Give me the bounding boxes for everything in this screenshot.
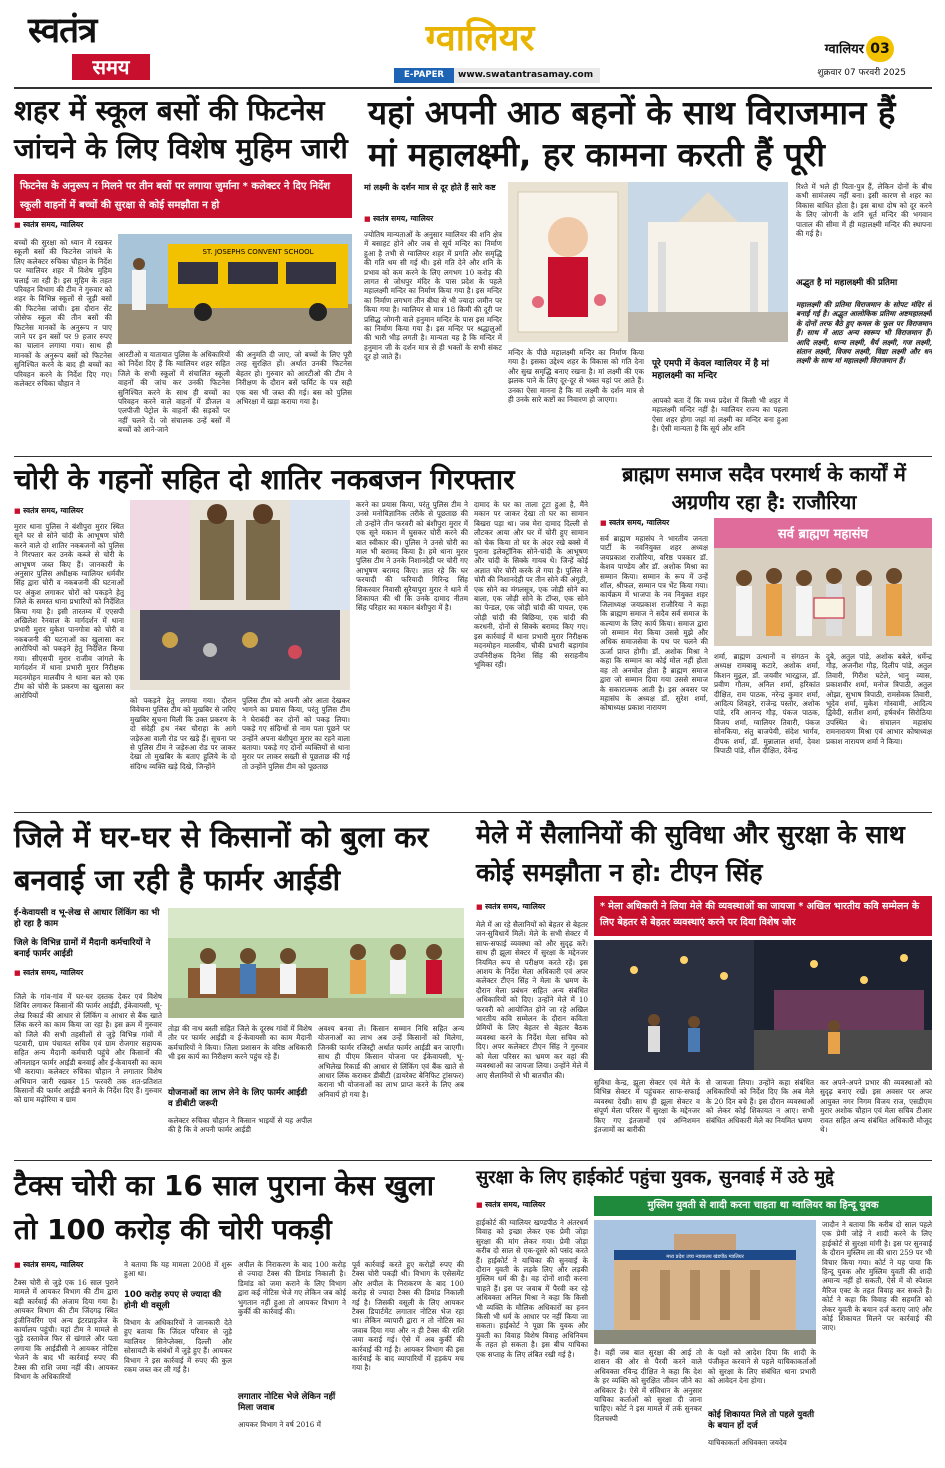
page-number: 03 [866, 36, 894, 62]
story-col1: सर्व ब्राह्मण महासंघ ने भारतीय जनता पार्टी के नवनियुक्त शहर अध्यक्ष जयप्रकाश राजौरिया, वरिष्ठ पत्रकार डॉ. केशव पाण्डेय और डॉ. अशोक मिश्रा का सम्मान किया। सम्मान के रूप में उन्हें शॉल, श्रीफल, सम्मान पत्र भेंट किया गया। कार्यक्रम में भाजपा के नव नियुक्त शहर जिलाध्यक्ष जयप्रकाश राजौरिया ने कहा कि ब्राह्मण समाज ने सदैव सर्व समाज के कल्याण के लिए कार्य किया। समाज द्वारा जो सम्मान मेरा किया उससे मुझे और अधिक समाजसेवा के पथ पर चलने की ऊर्जा प्राप्त होगी। डॉ. अशोक मिश्रा ने कहा कि सम्मान का कोई मोल नहीं होता वह तो अनमोल होता है ब्राह्मण समाज द्वारा जो सम्मान दिया गया उससे समाज के सकारात्मक आती है। इस अवसर पर महासंघ के अध्यक्ष डॉ. सुरेश शर्मा, कोषाध्यक्ष प्रकाश नारायण [600, 534, 708, 713]
story-col3: से जायजा लिया। उन्होंने कहा संबंधित अधिकारियों को निर्देश दिए कि अब मेले के 20 दिन बचे हैं। इस दौरान व्यवस्थाओं को लेकर कोई शिकायत न आए। सभी संबंधित अधिकारी मेले का नियमित भ्रमण [706, 1078, 814, 1125]
temple-photo [508, 182, 788, 342]
subhead-schemes: योजनाओं का लाभ लेने के लिए फार्मर आईडी व डीबीटी जरूरी [168, 1088, 308, 1109]
story-col3: पुलिस टीम को अपनी ओर आता देखकर भागने का प्रयास किया, परंतु पुलिस टीम ने घेराबंदी कर दोनों को पकड़ लिया। पकड़े गए संदिग्धों से नाम पता पूछने पर उन्होंने अपना बंशीपुरा मुरार का रहने वाला बताया। पकड़े गए दोनों व्यक्तियों से थाना मुरार पर लाकर सख्ती से पूछताछ की गई तो उन्होंने पुलिस टीम को पूछताछ [242, 696, 350, 771]
story-col3: अवश्य बनवा लें। किसान सम्मान निधि सहित अन्य योजनाओं का लाभ अब उन्हें किसानों को मिलेगा, जिनकी फार्मर रजिस्ट्री अर्थात फार्मर आईडी बन जाएगी। साथ ही पीएम किसान योजना पर ईकेवायसी, भू-अभिलेख रिकार्ड की आधार से लिंकिंग एवं बैंक खाते से आधार लिंक कराकर डीबीटी (डायरेक्ट बेनिफिट ट्रांसफर) कराना भी योजनाओं का लाभ प्राप्त करने के लिए अब अनिवार्य हो गया है। [318, 1024, 464, 1099]
arrest-photo [130, 500, 350, 690]
logo-bottom-badge [72, 54, 150, 80]
epaper-label: E-PAPER [394, 68, 454, 83]
court-sign-text: मध्य प्रदेश उच्च न्यायालय खंडपीठ ग्वालियर [666, 1254, 744, 1260]
subhead-pratima: अद्भुत है मां महालक्ष्मी की प्रतिमा [796, 278, 898, 288]
photo-caption: पूरे एमपी में केवल ग्वालियर में है मां महालक्ष्मी का मन्दिर [652, 359, 770, 381]
bus-text: ST. JOSEPHS CONVENT SCHOOL [202, 248, 314, 256]
story-farmer-id [14, 816, 464, 1156]
story-theft-arrest [14, 460, 588, 808]
deck: फिटनेस के अनुरूप न मिलने पर तीन बसों पर लगाया जुर्माना * कलेक्टर ने दिए निर्देश स्कूली वाहनों में बच्चों की सुरक्षा से कोई समझौता न हो [14, 174, 352, 218]
subhead-villages: जिले के विभिन्न ग्रामों में मैदानी कर्मचारियों ने बनाई फार्मर आईडी [14, 938, 151, 959]
byline: ■ स्वतंत्र समय, ग्वालियर [476, 902, 586, 914]
story-col4: करने का प्रयास किया, परंतु पुलिस टीम ने उनसे मनोविज्ञानिक तरीके से पूछताछ की तो उन्होंने तीन फरवरी को बंशीपुरा मुरार में एक सूने मकान में घुसकर चोरी करने की बात स्वीकार की। पुलिस ने उनसे चोरी का माल भी बरामद किया है। हमे थाना मुरार पुलिस टीम ने उनके निशानदेही पर चोरी गए आभूषण बरामद किए। ज्ञात रहे कि घर फरयादी की फरियादी गिरिन्द्र सिंह सिकरवार निवासी सुरैयापुरा मुरार ने थाने में शिकायत की थी कि उनके दामाद नीतम सिंह परिहार का मकान बंशीपुरा में है। [356, 500, 468, 613]
row-rule-3 [14, 1160, 932, 1161]
felicitation-photo [714, 518, 932, 646]
story-col1: हाईकोर्ट की ग्वालियर खण्डपीठ ने अंतरधर्म विवाह को इच्छा लेकर एक प्रेमी जोड़ा सुरक्षा की मांग लेकर गया। प्रेमी जोड़ा करीब दो साल से एक-दूसरे को पसंद करते हैं। हाईकोर्ट ने याचिका की सुनवाई के दौरान युवती के लड़के लिए और लड़की मुस्लिम धर्म की है। वह दोनों शादी करना चाहते हैं। इस पर जवाब में पैरवी कर रहे अधिवक्ता अनिल मिश्रा ने कहा कि किसी भी व्यक्ति के मौलिक अधिकारों का हनन किसी भी धर्म के आधार पर नहीं किया जा सकता। हाईकोर्ट ने पूछा कि युवक और युवती का विवाह विशेष विवाह अधिनियम के तहत हो सकता है। इस बीच याचिका एक सप्ताह के लिए लंबित रखी गई है। [476, 1218, 588, 1359]
story-col2-body: विभाग के अधिकारियों ने जानकारी देते हुए बताया कि जिंदल परिवार से जुड़े ग्वालियर सिनेप्लेक्स, दिल्ली और सोसायटी के संबंधों में जुड़े हुए हैं। आयकर विभाग ने इस कार्रवाई में रुपए की कुल रकम जब्त कर ली गई है। [124, 1318, 232, 1375]
story-tax-evasion [14, 1164, 464, 1464]
headline: टैक्स चोरी का 16 साल पुराना केस खुला तो 100 करोड़ की चोरी पकड़ी [14, 1169, 434, 1246]
story-col3: आपको बता दें कि मध्य प्रदेश में किसी भी शहर में महालक्ष्मी मन्दिर नहीं है। ग्वालियर राज्य का पहला ऐसा शहर होगा जहां मां लक्ष्मी का मन्दिर बना हुआ है। ऐसी मान्यता है कि सूर्य और शनि [652, 396, 788, 434]
deck: * मेला अधिकारी ने लिया मेले की व्यवस्थाओं का जायजा * अखिल भारतीय कवि सम्मेलन के लिए बेहतर से बेहतर व्यवस्थाएं करने पर दिया विशेष जोर [594, 896, 932, 936]
masthead-rule [14, 87, 932, 89]
story-school-bus [14, 92, 352, 452]
story-col5: दामाद के घर का ताला टूटा हुआ है, मैंने मकान पर जाकर देखा तो घर का सामान बिखरा पड़ा था। जब मेरा दामाद दिल्ली से लौटकर आया और घर में चोरी हुए सामान को चेक किया तो घर के अंदर रखे बक्से में पुराना इलेक्ट्रॉनिक सोने-चांदी के आभूषण और चांदी के सिक्के गायब थे। जिन्हें कोई अज्ञात चोर चोरी करके ले गया है। पुलिस ने चोरी की निशानदेही पर तीन सोने की अंगूठी, एक सोने का मंगलसूत्र, एक जोड़ी सोने का बाला, एक जोड़ी सोने के टॉप्स, एक सोने का पेन्डल, एक जोड़ी चांदी की पायल, एक जोड़ी चांदी की बिछिया, एक चांदी की करधनी, दोनों से सिक्के बरामद किए गए। इस कार्रवाई में थाना प्रभारी मुरार निरीक्षक मदनमोहन मालवीय, चौकी प्रभारी बड़ागांव उपनिरीक्षक दिनेश सिंह की सराहनीय भूमिका रही। [474, 500, 588, 669]
row-rule-1 [14, 456, 932, 457]
subhead-notice: लगातार नोटिस भेजे लेकिन नहीं मिला जवाब [238, 1392, 336, 1413]
byline: ■ स्वतंत्र समय, ग्वालियर [14, 506, 124, 518]
story-col2b: कलेक्टर रुचिका चौहान ने किसान भाइयों से यह अपील की है कि वे अपनी फार्मर आईडी [168, 1116, 312, 1135]
subhead-recovery: 100 करोड़ रुपए से ज्यादा की होनी थी वसूली [124, 1290, 222, 1311]
felicitation-image [714, 518, 932, 646]
byline: ■ स्वतंत्र समय, ग्वालियर [600, 518, 710, 530]
headline: मेले में सैलानियों की सुविधा और सुरक्षा के साथ कोई समझौता न हो: टीएन सिंह [476, 820, 905, 887]
story-col3: अपील के निराकरण के बाद 100 करोड़ से ज्यादा टैक्स की डिमांड निकाली है। डिमांड को जमा कराने के लिए विभाग द्वारा कई नोटिस भेजे गए लेकिन जब कोई भुगतान नहीं हुआ तो आयकर विभाग ने कुर्की की कार्रवाई की। [238, 1260, 346, 1317]
byline: ■ स्वतंत्र समय, ग्वालियर [14, 968, 162, 980]
story-col2: सुविधा केन्द्र, झूला सेक्टर एवं मेले के विभिन्न सेक्टर में पहुंचकर साफ-सफाई व्यवस्था देखी। साथ ही झूला सेक्टर व संपूर्ण मेला परिसर में सुरक्षा के मद्देनजर किए गए इंतजामों एवं अग्निशमन इंतजामों का बारीकी [594, 1078, 700, 1135]
epaper-bar [394, 68, 600, 83]
headline: जिले में घर-घर से किसानों को बुला कर बनवाई जा रही है फार्मर आईडी [14, 820, 429, 897]
banner-text: सर्व ब्राह्मण महासंघ [777, 527, 869, 542]
website-url[interactable]: www.swatantrasamay.com [458, 70, 594, 80]
fair-photo [594, 940, 932, 1070]
edition-title: ग्वालियर [425, 18, 535, 59]
story-col3: की अनुमति दी जाए, जो बच्चों के लिए पूरी तरह सुरक्षित हों। अर्थात उनकी फिटनेस बेहतर हो। गुरुवार को आरटीओ की टीम ने निरीक्षण के दौरान बसें फर्मिट के पत्र सही एक बस भी जब्त की गई। बस को पुलिस अभिरक्षा में खड़ा कराया गया है। [236, 350, 352, 407]
farmer-camp-image [168, 908, 464, 1018]
story-col2: तोड़ा की नाथ बस्ती सहित जिले के दूरस्थ गांवों में विशेष तौर पर फार्मर आईडी व ई-केवायसी का काम मैदानी कर्मचारियों ने किया। जिला प्रशासन के वरिष्ठ अधिकारी भी इस कार्य का निरीक्षण करने पहुंच रहे हैं। [168, 1024, 312, 1062]
byline: ■ स्वतंत्र समय, ग्वालियर [14, 1260, 118, 1272]
story-fair-safety [476, 816, 932, 1156]
masthead [0, 0, 945, 88]
story-col4: कर अपने-अपने प्रभार की व्यवस्थाओं को सुदृढ़ बनाए रखें। इस अवसर पर अपर आयुक्त नगर निगम विजय राज, एसडीएम मुरार अशोक चौहान एवं मेला सचिव टीआर रावत सहित अन्य संबंधित अधिकारी मौजूद थे। [820, 1078, 932, 1135]
story-col1: जिले के गांव-गांव में घर-घर दस्तक देकर एवं विशेष शिविर लगाकर किसानों की फार्मर आईडी, ईकेवायसी, भू-लेख रिकार्ड की आधार से लिंकिंग व आधार से बैंक खाते लिंक करने का काम किया जा रहा है। इस क्रम में गुरुवार को जिले की सभी तहसीलों से जुड़े विभिन्न गांवों में पटवारी, ग्राम पंचायत सचिव एवं ग्राम रोजगार सहायक सहित अन्य मैदानी कर्मचारी पहुंचे और किसानों की ऑनलाइन फार्मर आईडी बनवाई और ई-केवायसी का काम भी कराया। कलेक्टर रुचिका चौहान ने लगातार विशेष अभियान जारी रखकर 15 फरवरी तक शत-प्रतिशत किसानों की फार्मर आईडी बनाने के निर्देश दिए हैं। गुरुवार को ग्राम मढ़ोरिया व ग्राम [14, 992, 162, 1105]
story-col4: पूर्व कार्रवाई करते हुए करोड़ों रुपए की टैक्स चोरी पकड़ी थी। विभाग के एसेसमेंट और अपील के निराकरण के बाद 100 करोड़ से ज्यादा टैक्स की डिमांड निकाली गई है। जिसकी वसूली के लिए आयकर टैक्स डिपार्टमेंट लगातार नोटिस भेज रहा था। लेकिन व्यापारी द्वारा न तो नोटिस का जवाब दिया गया और न ही टैक्स की राशि जमा कराई गई। ऐसे में अब कुर्की की कार्रवाई की गई है। आयकर विभाग की इस कार्रवाई के बाद व्यापारियों में हड़कंप मच गया है। [352, 1260, 464, 1373]
arrest-image [130, 500, 350, 690]
story-high-court [476, 1164, 932, 1464]
story-col2: है। वहीं जब बात सुरक्षा की आई तो शासन की ओर से पैरवी करने वाले अधिवक्ता रविन्द्र दीक्षित ने कहा कि देश के हर व्यक्ति को सुरक्षित जीवन जीने का अधिकार है। ऐसे में संविधान के अनुसार याचिका कर्ताओं को सुरक्षा दी जाना चाहिए। कोर्ट ने इस मामले में तर्क सुनकर दिलचस्पी [594, 1348, 702, 1423]
page-city: ग्वालियर [824, 42, 864, 57]
story-col2: आरटीओ व यातायात पुलिस के अधिकारियों को निर्देश दिए हैं कि ग्वालियर शहर सहित जिले के सभी स्कूलों में संचालित स्कूली वाहनों की जांच कर उनकी फिटनेस सुनिश्चित करने के साथ ही बच्चों का परिवहन करने वाले वाहनों में डीजल व एलपीजी पेट्रोल के वाहनों की सड़कों पर नहीं चलने दें। जो संचालक उन्हें बसों में बच्चों को आने-जाने [118, 350, 230, 435]
story-col1: मेले में आ रहे सैलानियों को बेहतर से बेहतर जन-सुविधायें मिलें। मेले के सभी सेक्टर में साफ-सफाई व्यवस्था को और सुदृढ़ करें। साथ ही झूला सेक्टर में सुरक्षा के मद्देनजर नियमित रूप से परीक्षण करते रहें। इस आशय के निर्देश मेला अधिकारी एवं अपर कलेक्टर टीएन सिंह ने मेला के भ्रमण के दौरान मेला प्रबंधन सहित अन्य संबंधित अधिकारियों को दिए। उन्होंने मेले में 10 फरवरी को आयोजित होने जा रहे अखिल भारतीय कवि सम्मेलन के दौरान कविता प्रेमियों के लिए बेहतर से बेहतर बैठक व्यवस्था करने के निर्देश मेला सचिव को दिए। अपर कलेक्टर टीएन सिंह ने गुरुवार को मेला परिसर का भ्रमण कर वहां की व्यवस्थाओं का जायजा लिया। उन्होंने मेले में आए सैलानियों से भी बातचीत की। [476, 920, 588, 1080]
high-court-photo [594, 1220, 816, 1344]
headline: सुरक्षा के लिए हाईकोर्ट पहुंचा युवक, सुनवाई में उठे मुद्दे [476, 1167, 834, 1188]
logo-top-text: स्वतंत्र [28, 11, 97, 51]
story-col1: टैक्स चोरी से जुड़े एक 16 साल पुराने मामले में आयकर विभाग की टीम द्वारा बड़ी कार्रवाई की अंजाम दिया गया है। आयकर विभाग की टीम जिंदगढ़ स्थित इंजीनियरिंग एवं अन्य इंटरप्राइजेज के कार्यालय पहुंची। यहां टीम ने मामले से जुड़े दस्तावेज फिर से खंगाले और पता लगाया कि आईडीसी ने आयकर नोटिस भेजने के बाद भी कार्रवाई रुपए की टैक्स की राशि जमा नहीं की। आयकर विभाग के अधिकारियों [14, 1278, 118, 1382]
school-bus-photo [118, 234, 352, 344]
headline: यहां अपनी आठ बहनों के साथ विराजमान हैं मां महालक्ष्मी, हर कामना करती हैं पूरी [368, 93, 896, 174]
subhead-ekyc: ई-केवायसी व भू-लेख से आधार लिंकिंग का भी हो रहा है काम [14, 908, 160, 929]
story-col3: के पक्षों को आदेश दिया कि शादी के पंजीकृत करवाने से पहले याचिकाकर्ताओं को सुरक्षा के लिए संबंधित थाना प्रभारी को आवेदन देना होगा। [708, 1348, 816, 1386]
story-col3-body: याचिकाकर्ता अधिवक्ता जयदेव [708, 1438, 787, 1447]
story-col2: मन्दिर के पीछे महालक्ष्मी मन्दिर का निर्माण किया गया है। इसका उद्देश्य शहर के विकास को गति देना और सुख समृद्धि बनाए रखना है। मां लक्ष्मी की एक झलक पाने के लिए दूर-दूर से भक्त यहां पर आते हैं। उनका ऐसा मानना है कि मां लक्ष्मी के दर्शन मात्र से ही उनके सारे कष्टों का निवारण हो जाएगा। [508, 348, 644, 405]
story-col4-body: महालक्ष्मी की प्रतिमा विराजमान के सोपट मंदिर से बनाई गई है। अद्भुत आलोकिक प्रतिमा अष्टमहालक्ष्मी के दोनों तरफ बैठे हुए कमल के फूल पर विराजमान हैं। साथ में आठ अन्य स्वरूप भी विराजमान हैं। आदि लक्ष्मी, धान्य लक्ष्मी, धैर्य लक्ष्मी, गज लक्ष्मी, संतान लक्ष्मी, विजय लक्ष्मी, विद्या लक्ष्मी और धन लक्ष्मी के साथ मां महालक्ष्मी विराजमान हैं। [796, 300, 932, 366]
farmer-camp-photo [168, 908, 464, 1018]
byline: ■ स्वतंत्र समय, ग्वालियर [476, 1200, 588, 1212]
logo [28, 10, 158, 84]
story-col1: मुरार थाना पुलिस ने बंशीपुरा मुरार स्थित सूने घर से सोने चांदी के आभूषण चोरी करने वाले दो शातिर नकबजनों को पुलिस ने गिरफ्तार कर उनके कब्जे से चोरी के आभूषण जब्त किए हैं। जानकारी के अनुसार पुलिस अधीक्षक ग्वालियर धर्मवीर सिंह द्वारा चोरी व नकबजनी की घटनाओं पर अंकुश लगाकर चोरों को पकड़ने हेतु जिले के समस्त थाना प्रभारियों को निर्देशित किया गया है। इसी तारतम्य में एएसपी अखिलेश रैनवाल के मार्गदर्शन में थाना प्रभारी मुरार मुकेश पानगोत्रा को चोरी व नकबजनी की घटनाओं का खुलासा कर आरोपियों को पकड़ने हेतु निर्देशित किया गया। सीएसपी मुरार राजीव जांगले के मार्गदर्शन में थाना प्रभारी मुरार निरीक्षक मदनमोहन मालवीय ने थाना बल को एक टीम को चोरी के प्रकरण का खुलासा कर आरोपियों [14, 522, 124, 701]
headline: शहर में स्कूल बसों की फिटनेस जांचने के लिए विशेष मुहिम जारी [14, 94, 348, 165]
issue-date: शुक्रवार 07 फरवरी 2025 [817, 68, 906, 78]
byline: ■ स्वतंत्र समय, ग्वालियर [364, 214, 502, 226]
story-brahmin-samaj [596, 460, 932, 808]
story-col3-body: आयकर विभाग ने वर्ष 2016 में [238, 1420, 321, 1429]
intro-line: मां लक्ष्मी के दर्शन मात्र से दूर होते हैं सारे कष्ट [364, 183, 496, 192]
row-rule-2 [14, 812, 932, 813]
story-col2: ने बताया कि यह मामला 2008 में शुरू हुआ था। [124, 1260, 232, 1279]
story-col1: ज्योतिष मान्यताओं के अनुसार ग्वालियर की शनि क्षेत्र में बसाहट होने और जब से सूर्य मन्दिर का निर्माण हुआ है तभी से ग्वालियर शहर में प्रगति और समृद्धि की गति थम सी गई थी। इसे गति देने और शनि के प्रभाव को कम करने के लिए लगभग 10 करोड़ की लागत से जोधपुर मंदिर के पास प्रदेश के पहले महालक्ष्मी मन्दिर का निर्माण किया गया है। इस मन्दिर का निर्माण लगभग तीन बीघा से भी ज्यादा जमीन पर किया गया है। ग्वालियर से मात्र 18 किमी की दूरी पर प्रसिद्ध जोगनी वाले हनुमान मन्दिर के पास इस मन्दिर का निर्माण किया गया है। इस मन्दिर पर श्रद्धालुओं की भारी भीड़ लगती है। मान्यता यह है कि मन्दिर में हनुमान जी के दर्शन मात्र से ही भक्तों के सभी संकट दूर हो जाते हैं। [364, 230, 502, 362]
story-col4-top: रिश्ते में भले ही पिता-पुत्र हैं, लेकिन दोनों के बीच कभी सामंजस्य नहीं बना। इसी कारण से शहर का विकास बाधित होता है। इस बाधा दोष को दूर करने के लिए जोगनी के शनि धूर्त मन्दिर की भगवान पाताल की सीमा में ही महालक्ष्मी मन्दिर की स्थापना की गई है। [796, 182, 932, 239]
story-col4: जादौन ने बताया कि करीब दो साल पहले एक प्रेमी जोड़े ने शादी करने के लिए हाईकोर्ट से सुरक्षा मांगी है। इस पर सुनवाई के दौरान मुस्लिम ला की धारा 259 पर भी विचार किया गया। कोर्ट ने यह पाया कि हिन्दू युवक और मुस्लिम युवती की शादी अमान्य नहीं हो सकती, ऐसे में वो स्पेशल मैरिज एक्ट के तहत विवाह कर सकते हैं। कोर्ट ने कहा कि विवाह की सहमति को लेकर युवती के बयान दर्ज कराए जाएं और कोई शिकायत मिलने पर कार्रवाई की जाए। [822, 1220, 932, 1333]
story-col3: दुबे, अतुल पांडे, अशोक बबेले, धर्मेन्द्र गौड़, अजनीश गौड़, दिलीप पांडे, अतुल तिवारी, गिरीश घटेले, भानु व्यास, प्रकाशवीर शर्मा, मनोज त्रिपाठी, अतुल ओझा, सुभाष त्रिपाठी, रामसेवक तिवारी, भूदेव शर्मा, मुकेश गोस्वामी, आदित्य द्विवेदी, सतीश शर्मा, हर्षवर्धन सिरोठिया उपस्थित थे। संचालन महासंघ रामनारायण मिश्रा एवं आभार कोषाध्यक्ष प्रकाश नारायण शर्मा ने किया। [826, 652, 932, 746]
headline: ब्राह्मण समाज सदैव परमार्थ के कार्यों में अग्रणीय रहा है: राजौरिया [622, 462, 906, 514]
fair-image [594, 940, 932, 1070]
headline: चोरी के गहनों सहित दो शातिर नकबजन गिरफ्तार [14, 463, 515, 496]
logo-bottom-text: समय [92, 55, 130, 79]
deck: मुस्लिम युवती से शादी करना चाहता था ग्वालियर का हिन्दू युवक [594, 1196, 932, 1216]
high-court-image [594, 1220, 816, 1344]
story-col2: को पकड़ने हेतु लगाया गया। दौरान विवेचना पुलिस टीम को मुखबिर से जरिए मुखबिर सूचना मिली कि उक्त प्रकरण के दो संदेही हथ नंबर चौराहा के आगे जड़ेरुआ वाली रोड पर खड़े हैं। सूचना पर से पुलिस टीम ने जड़ेरुआ रोड पर जाकर देखा तो मुखबिर के बताए हुलिये के दो संदिग्ध व्यक्ति खड़े दिखे, जिन्होंने [130, 696, 236, 771]
school-bus-image [118, 234, 352, 344]
story-col1: बच्चों की सुरक्षा को ध्यान में रखकर स्कूली बसों की फिटनेस जांचने के लिए कलेक्टर रुचिका चौहान के निर्देश पर ग्वालियर शहर में विशेष मुहिम चलाई जा रही है। इस मुहिम के तहत परिवहन विभाग की टीम ने गुरुवार को शहर के विभिन्न स्कूलों से जुड़ी बसों की फिटनेस जांची। इस दौरान सेंट जोसेफ स्कूल की तीन बसों की फिटनेस मानकों के अनुरूप न पाए जाने पर इन बसों पर 9 हजार रुपए का चालान लगाया गया। साथ ही मानकों के अनुरूप बसों को फिटनेस सुनिश्चित करने के बाद ही बच्चों का परिवहन करने के निर्देश दिए गए। कलेक्टर रुचिका चौहान ने [14, 238, 112, 389]
temple-image [508, 182, 788, 342]
byline: ■ स्वतंत्र समय, ग्वालियर [14, 220, 214, 232]
story-col2: शर्मा, ब्राह्मण उत्थानों व संगठन के अध्यक्ष रामबाबू कटारे, अशोक शर्मा, किशन मुद्गल, डॉ. जयवीर भारद्वाज, डॉ. प्रवीण गौतम, अनिल शर्मा, हरिकांत दीक्षित, राम पाठक, नरेन्द्र कुमार शर्मा, आदित्य शिवहरे, राजेन्द्र पस्तोर, अशोक पांडे, रवि आनन्द गौड़, पंकज पाठक, विजय शर्मा, ग्वालियर तिवारी, पंकज सोनकिया, संतु बाजपेयी, संदेश भार्गव, दीपक शर्मा, डॉ. मुन्नालाल शर्मा, देवश त्रिपाठी पांडे, शील दीक्षित, देवेन्द्र [714, 652, 820, 756]
story-mahalakshmi [364, 92, 932, 452]
subhead-complaint: कोई शिकायत मिले तो पहले युवती के बयान हों दर्ज [708, 1410, 815, 1431]
